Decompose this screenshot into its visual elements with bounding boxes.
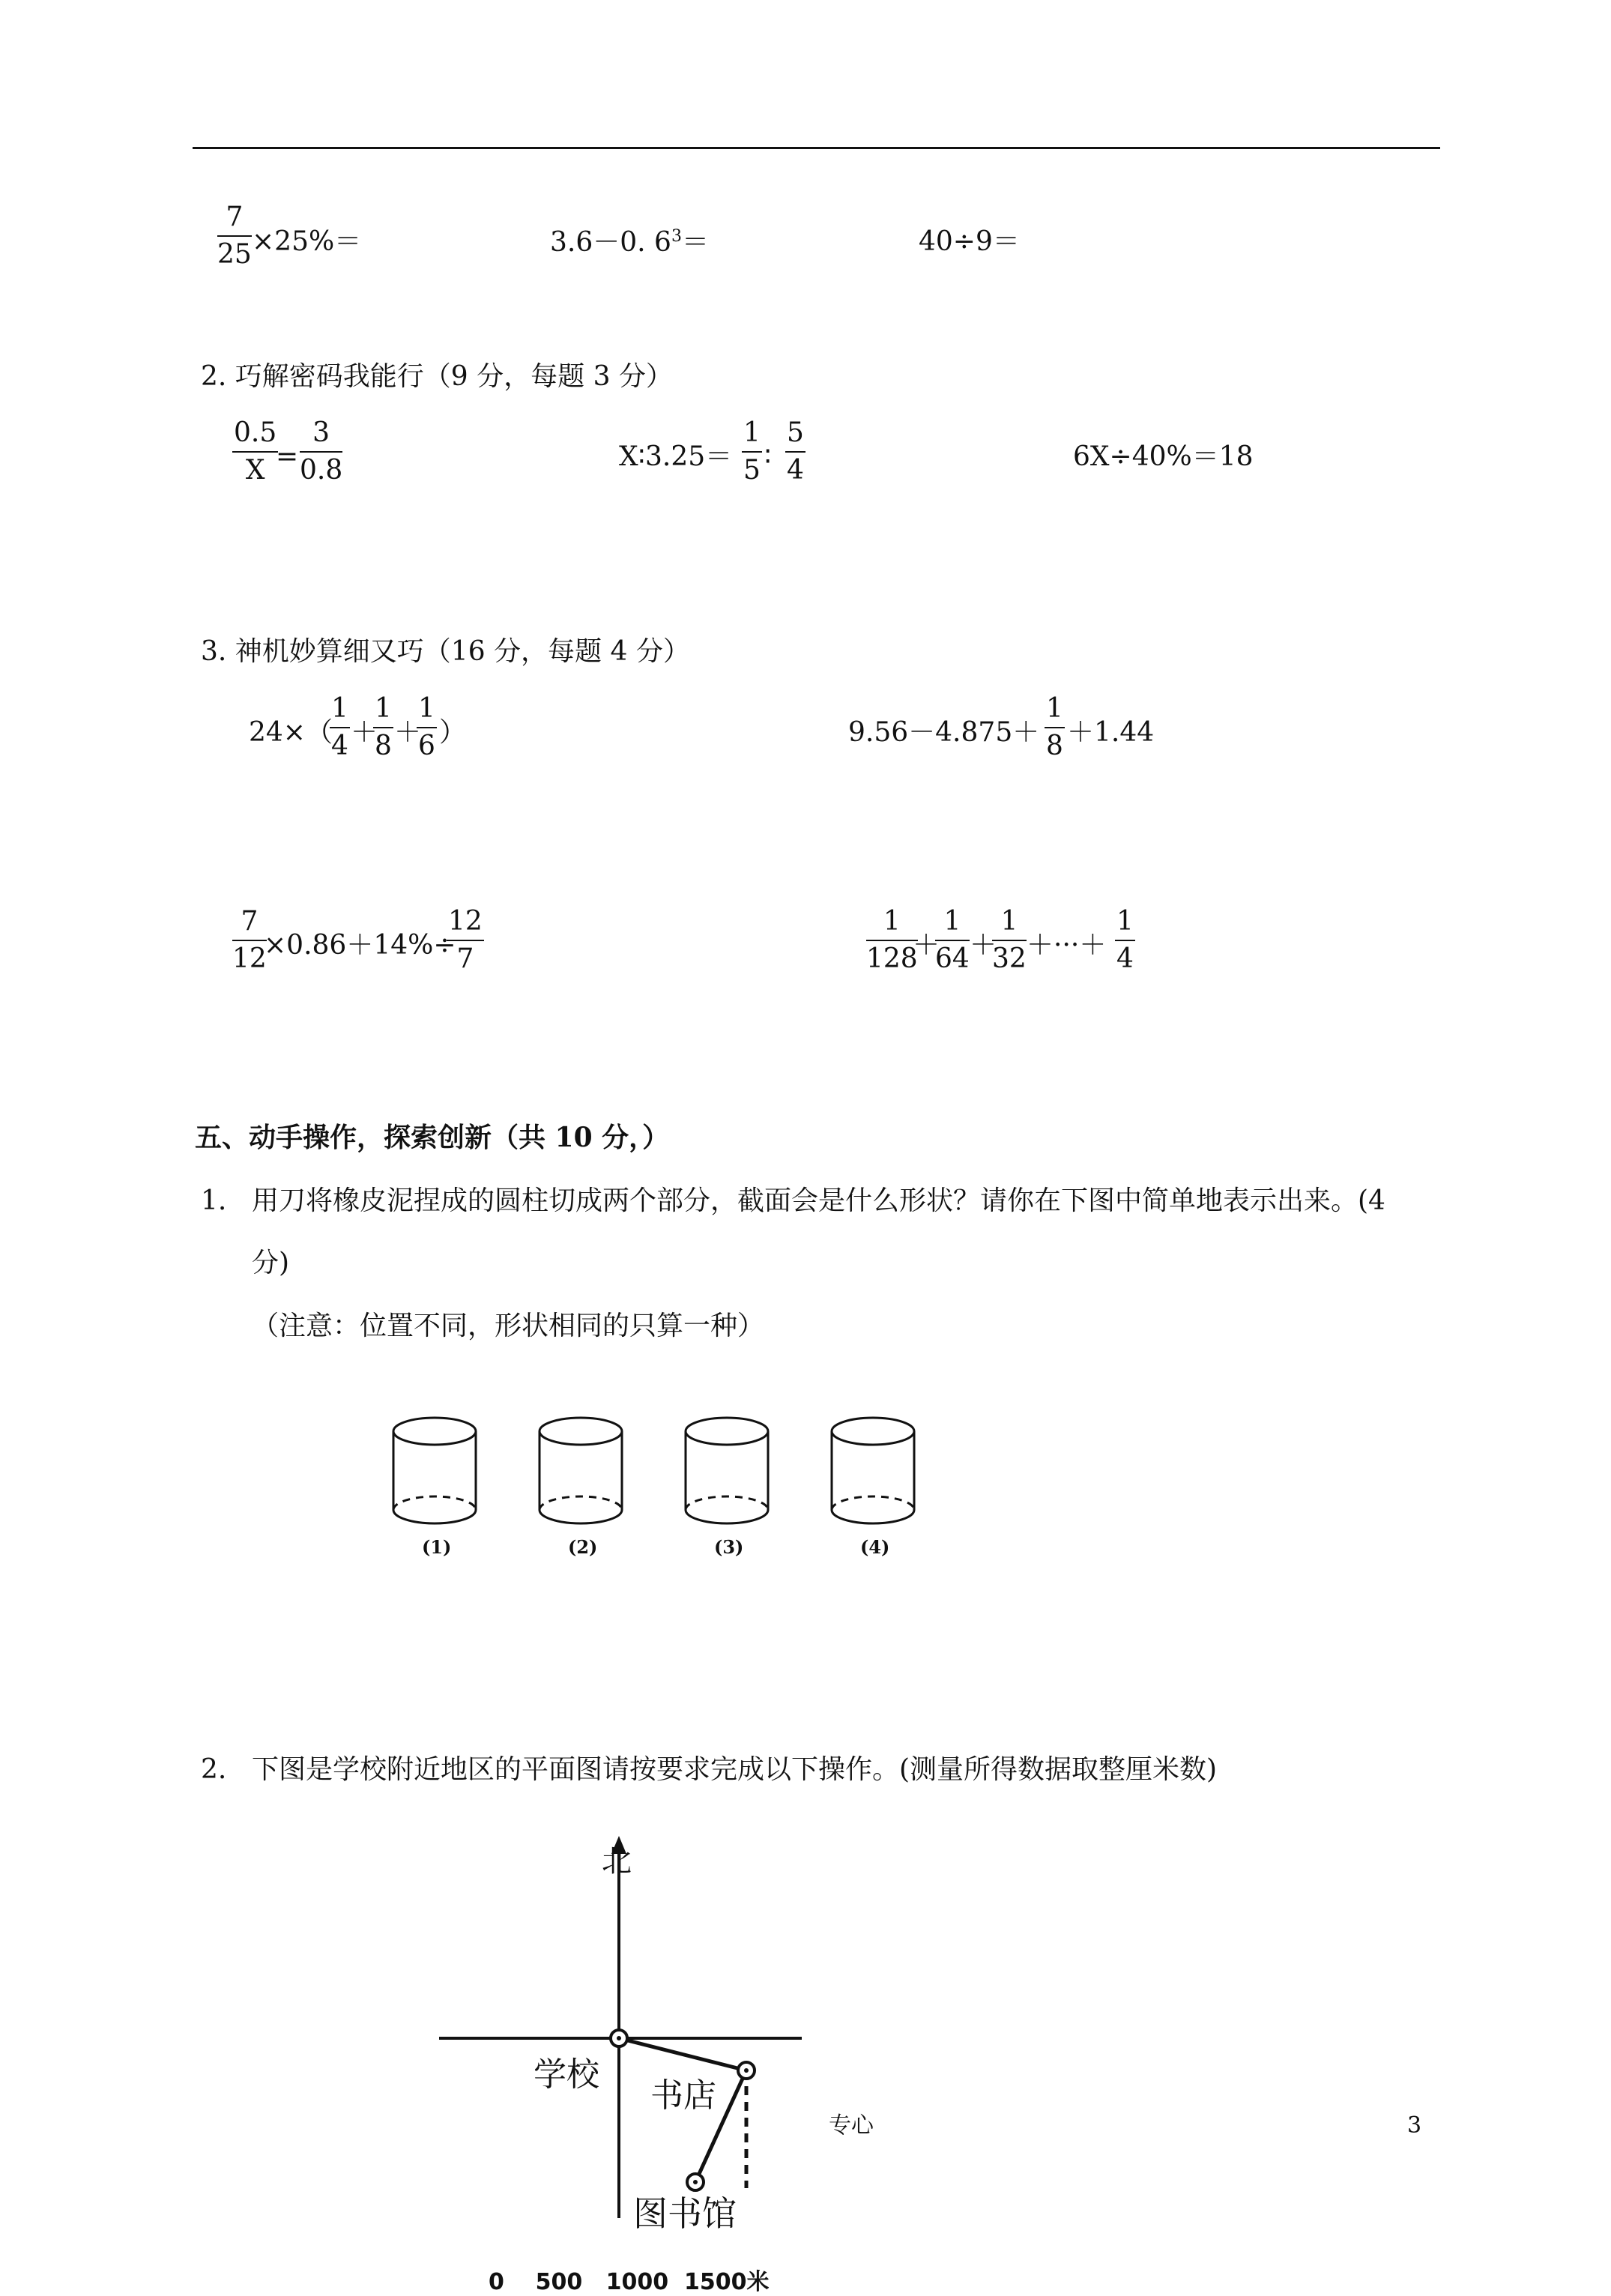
map-diagram xyxy=(435,1828,824,2233)
school-label: 学校 xyxy=(534,2055,599,2094)
map-scale: 0 500 1000 1500米 xyxy=(489,2269,770,2295)
school-marker xyxy=(611,2030,627,2046)
fraction: $\frac{1}{8}$ xyxy=(375,693,392,761)
section-title: 3. 神机妙算细又巧（16 分，每题 4 分） xyxy=(201,636,690,667)
header-rule xyxy=(193,147,1440,149)
expression-text: 9.56－4.875＋ xyxy=(848,717,1040,748)
footer-center: 专心 xyxy=(829,2112,874,2139)
fraction: $\frac{12}{7}$ xyxy=(448,906,483,974)
section-heading: 五、动手操作，探索创新（共 10 分，） xyxy=(195,1122,670,1153)
library-label: 图书馆 xyxy=(633,2193,737,2234)
cylinder-caption: (3) xyxy=(714,1536,744,1558)
question-text: 分) xyxy=(252,1248,290,1278)
question-note: （注意：位置不同，形状相同的只算一种） xyxy=(252,1311,765,1341)
expression-text: ＋ xyxy=(394,717,422,748)
cylinder-caption: (4) xyxy=(860,1536,890,1558)
expression-text: ） xyxy=(439,717,467,748)
cylinder-3 xyxy=(686,1418,768,1523)
fraction: $\frac{1}{4}$ xyxy=(1116,906,1134,974)
cylinder-caption: (2) xyxy=(568,1536,598,1558)
fraction: $\frac{7}{25}$ xyxy=(217,202,252,270)
expression-text: ×25%＝ xyxy=(252,226,362,257)
fraction: $\frac{1}{64}$ xyxy=(935,906,970,974)
cylinder-4 xyxy=(832,1418,914,1523)
expression-text: ＋···＋ xyxy=(1027,930,1107,961)
expression-text: X∶3.25＝ xyxy=(619,441,733,472)
question-text: 用刀将橡皮泥捏成的圆柱切成两个部分，截面会是什么形状？请你在下图中简单地表示出来。(4 xyxy=(252,1185,1385,1216)
fraction: $\frac{1}{6}$ xyxy=(418,693,435,761)
expression-text: ×0.86＋14%÷ xyxy=(264,930,456,961)
north-label: 北 xyxy=(602,1844,632,1879)
expression-text: 40÷9＝ xyxy=(919,226,1020,257)
question-number: 1. xyxy=(201,1185,227,1216)
section-title: 2. 巧解密码我能行（9 分，每题 3 分） xyxy=(201,361,673,392)
question-text: 下图是学校附近地区的平面图请按要求完成以下操作。(测量所得数据取整厘米数) xyxy=(252,1754,1218,1785)
expression-text: ＋ xyxy=(351,717,378,748)
bookstore-label: 书店 xyxy=(650,2076,716,2115)
cylinders-figure xyxy=(375,1409,944,1574)
fraction: $\frac{7}{12}$ xyxy=(232,906,267,974)
cylinder-2 xyxy=(539,1418,622,1523)
fraction: $\frac{1}{8}$ xyxy=(1046,693,1063,761)
expression-text: 24×（ xyxy=(249,717,333,748)
fraction: $\frac{1}{4}$ xyxy=(331,693,348,761)
fraction: $\frac{3}{0.8}$ xyxy=(300,417,343,486)
page-number: 3 xyxy=(1407,2112,1422,2139)
cylinder-caption: (1) xyxy=(422,1536,452,1558)
expression-text: 3.6－0. $6^3=$ xyxy=(550,227,709,258)
fraction: $\frac{5}{4}$ xyxy=(787,417,804,486)
question-number: 2. xyxy=(201,1754,227,1785)
bookstore-marker xyxy=(738,2062,755,2079)
cylinder-1 xyxy=(393,1418,476,1523)
fraction: $\frac{1}{128}$ xyxy=(866,906,918,974)
exponent: 3 xyxy=(671,227,682,246)
expression-text: ＋1.44 xyxy=(1067,717,1155,748)
fraction: $\frac{0.5}{X}$ xyxy=(234,417,277,486)
expression-text: ＋ xyxy=(970,930,997,961)
expression-text: ∶ xyxy=(764,441,772,472)
fraction: $\frac{1}{5}$ xyxy=(743,417,761,486)
expression-text: 6X÷40%＝18 xyxy=(1073,441,1254,472)
school-bookstore-road xyxy=(619,2038,746,2070)
expression-text: = xyxy=(276,441,299,472)
expression-text: ＋ xyxy=(913,930,940,961)
fraction: $\frac{1}{32}$ xyxy=(992,906,1027,974)
